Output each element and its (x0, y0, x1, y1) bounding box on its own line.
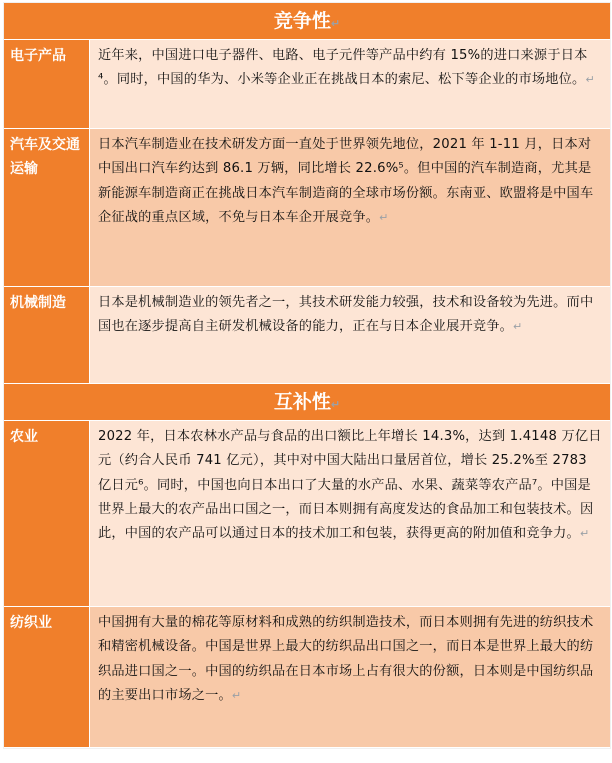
row-content: 近年来，中国进口电子器件、电路、电子元件等产品中约有 15%的进口来源于日本⁴。同时，中国的华为、小米等企业正在挑战日本的索尼、松下等企业的市场地位。↵ (90, 40, 610, 128)
table-row-agriculture (4, 421, 610, 607)
row-label: 机械制造 (4, 287, 90, 383)
row-label: 汽车及交通运输 (4, 129, 90, 286)
row-label: 农业 (4, 421, 90, 606)
table-row-textiles (4, 607, 610, 748)
paragraph-mark-icon: ↵ (330, 398, 341, 411)
row-content: 日本汽车制造业在技术研发方面一直处于世界领先地位，2021 年 1-11 月，日本对中国出口汽车约达到 86.1 万辆，同比增长 22.6%⁵。但中国的汽车制造商，尤其是新能源车制造商正在挑战日本汽车制造商的全球市场份额。东南亚、欧盟将是中国车企征战的重点区域，不免与日本车企开展竞争。↵ (90, 129, 610, 286)
section-header-complementarity: 互补性↵ (4, 384, 610, 421)
row-content: 日本是机械制造业的领先者之一，其技术研发能力较强，技术和设备较为先进。而中国也在逐步提高自主研发机械设备的能力，正在与日本企业展开竞争。↵ (90, 287, 610, 383)
comparison-table (3, 2, 611, 749)
row-content: 2022 年，日本农林水产品与食品的出口额比上年增长 14.3%，达到 1.4148 万亿日元（约合人民币 741 亿元），其中对中国大陆出口量居首位，增长 25.2%至 2783 亿日元⁶。同时，中国也向日本出口了大量的水产品、水果、蔬菜等农产品⁷。中国是世界上最大的农产品出口国之一，而日本则拥有高度发达的食品加工和包装技术。因此，中国的农产品可以通过日本的技术加工和包装，获得更高的附加值和竞争力。↵ (90, 421, 610, 606)
paragraph-mark-icon: ↵ (585, 73, 595, 87)
row-label: 电子产品 (4, 40, 90, 128)
table-row-electronics (4, 40, 610, 129)
row-label: 纺织业 (4, 607, 90, 747)
paragraph-mark-icon: ↵ (231, 688, 242, 702)
table-row-machinery (4, 287, 610, 384)
paragraph-mark-icon: ↵ (330, 17, 341, 30)
paragraph-mark-icon: ↵ (579, 527, 590, 541)
table-row-automotive (4, 129, 610, 287)
section-header-competition: 竞争性↵ (4, 3, 610, 40)
paragraph-mark-icon: ↵ (379, 210, 389, 224)
row-content: 中国拥有大量的棉花等原材料和成熟的纺织制造技术，而日本则拥有先进的纺织技术和精密机械设备。中国是世界上最大的纺织品出口国之一，而日本是世界上最大的纺织品进口国之一。中国的纺织品在日本市场上占有很大的份额，日本则是中国纺织品的主要出口市场之一。↵ (90, 607, 610, 747)
paragraph-mark-icon: ↵ (513, 320, 523, 334)
